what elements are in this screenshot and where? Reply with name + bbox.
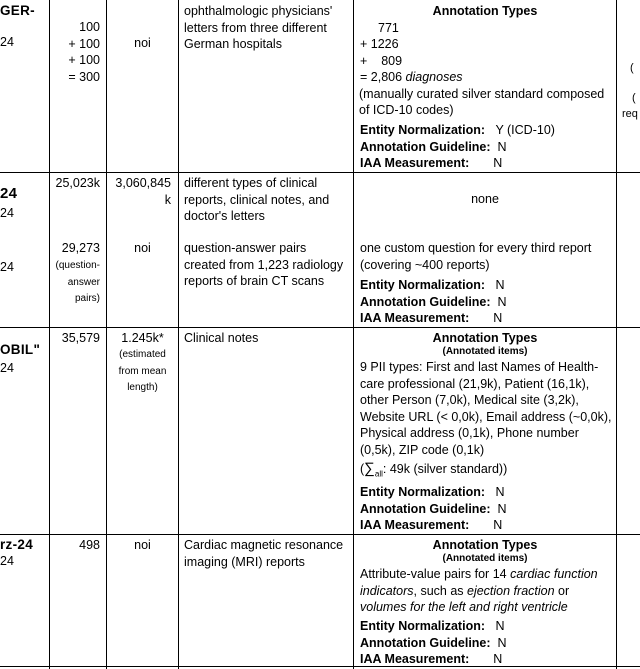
description-line: Cardiac magnetic resonance [184,538,344,552]
annotation-count: + 809 [360,53,403,68]
annotation-line: other Person (7,0k), Medical site (3,2k), [360,393,579,407]
dataset-name: rz-24 [0,537,34,552]
tokens-unit: k [164,192,171,207]
description-line: letters from three different [184,20,327,35]
size-line: + 100 [68,36,100,51]
entity-normalization-label: Entity Normalization: [360,485,486,499]
size-cell [50,19,100,85]
description-line: question-answer pairs [184,241,307,255]
annotation-count: + 1226 [360,37,399,51]
description-line: different types of clinical [184,176,318,190]
annotation-text: Attribute-value pairs for 14 [360,567,511,581]
annotation-text-italic: cardiac function [510,567,598,581]
dataset-year: 24 [0,35,14,49]
sum-symbol: ∑ [364,460,375,477]
row-divider [0,534,640,535]
dataset-year: 24 [0,260,14,274]
iaa-measurement [360,517,502,534]
annotation-line: (0,5k), ZIP code (0,1k) [360,442,485,457]
size-line: + 100 [68,53,100,67]
size-cell: 25,023k [55,176,100,190]
entity-normalization [360,618,504,635]
entity-normalization-label: Entity Normalization: [360,619,486,633]
annotation-guideline-value: N [497,139,507,154]
annotation-guideline-label: Annotation Guideline: [360,294,491,309]
tokens-cell: noi [134,241,151,255]
annotation-text: , such as [413,583,467,598]
annotation-total-unit: diagnoses [405,70,463,84]
size-line: 100 [79,20,100,34]
description-line: German hospitals [184,37,282,51]
cut-off-text: ( [630,62,634,74]
sum-subscript: all [374,469,383,479]
tokens-note [107,347,178,397]
iaa-measurement [360,651,502,668]
entity-normalization-value: N [495,619,505,633]
annotation-none: none [471,192,499,206]
entity-normalization-value: N [495,485,505,499]
annotation-line [360,583,569,600]
dataset-year: 24 [0,554,14,568]
tokens-cell: noi [134,36,151,50]
annotation-text-italic: indicators [360,583,414,598]
entity-normalization-value: N [495,278,505,292]
annotation-guideline [360,501,507,518]
annotation-line: care professional (21,9k), Patient (16,1k), [360,376,590,391]
row-divider [0,327,640,328]
tokens-note-line: length) [127,382,158,393]
dataset-name: GER- [0,3,35,18]
entity-normalization-value: Y (ICD-10) [495,123,555,137]
annotation-guideline-value: N [497,635,507,650]
annotation-subtitle: (Annotated items) [442,346,528,357]
annotation-guideline-label: Annotation Guideline: [360,501,491,516]
annotation-sum-open: ( [360,462,365,476]
size-note-line: pairs) [74,293,100,304]
iaa-measurement-label: IAA Measurement: [360,311,470,325]
annotation-line: one custom question for every third report [360,241,592,255]
iaa-measurement-label: IAA Measurement: [360,518,470,532]
annotation-text: or [554,583,570,598]
annotation-line [360,566,598,583]
entity-normalization-label: Entity Normalization: [360,278,486,292]
annotation-guideline-value: N [497,501,507,516]
tokens-cell: 3,060,845 [115,176,171,190]
column-divider [616,0,617,669]
description-line: doctor's letters [184,209,265,223]
size-note-line: (question- [55,260,100,271]
size-cell: 498 [79,538,100,552]
annotation-line: 9 PII types: First and last Names of Health- [360,360,599,374]
iaa-measurement-label: IAA Measurement: [360,156,470,170]
entity-normalization [360,122,555,139]
annotation-guideline [360,294,507,311]
iaa-measurement-value: N [493,311,503,325]
annotation-guideline-value: N [497,294,507,309]
annotation-total [360,69,463,86]
tokens-cell: noi [134,538,151,552]
column-divider [178,0,179,669]
row-divider [0,172,640,173]
iaa-measurement-label: IAA Measurement: [360,652,470,666]
annotation-note: (manually curated silver standard composed of ICD-10 codes) [359,86,605,117]
description-line: reports, clinical notes, and [184,192,330,207]
cut-off-text: req [622,108,638,120]
annotation-text-italic: ejection fraction [467,583,555,598]
description-line: reports of brain CT scans [184,274,325,288]
description-line: created from 1,223 radiology [184,257,344,272]
tokens-note-line: (estimated [119,349,166,360]
annotation-line: (covering ~400 reports) [360,257,490,272]
dataset-name: 24 [0,185,18,202]
annotation-title: Annotation Types [432,538,538,552]
size-line: = 300 [68,69,100,84]
annotation-guideline-label: Annotation Guideline: [360,139,491,154]
annotation-total-value: = 2,806 [360,70,403,84]
annotation-subtitle: (Annotated items) [442,553,528,564]
description-line: Clinical notes [184,331,259,345]
annotation-line: Website URL (< 0,0k), Email address (~0,0k), [360,409,612,424]
tokens-cell: 1.245k* [121,331,164,345]
annotation-title: Annotation Types [432,331,538,345]
row-divider [0,666,640,667]
annotation-line: volumes for the left and right ventricle [360,600,568,614]
entity-normalization [360,277,504,294]
iaa-measurement [360,155,502,172]
annotation-guideline [360,139,507,156]
cut-off-text: ( [632,92,636,104]
description-line: imaging (MRI) reports [184,554,305,569]
dataset-year: 24 [0,361,14,375]
annotation-sum-text: : 49k (silver standard)) [382,462,508,476]
size-note [50,258,100,308]
iaa-measurement-value: N [493,652,503,666]
size-note-line: answer [67,276,100,288]
entity-normalization-label: Entity Normalization: [360,123,486,137]
annotation-sum [360,461,507,483]
size-cell: 29,273 [61,241,100,255]
iaa-measurement-value: N [493,518,503,532]
size-cell: 35,579 [61,331,100,345]
annotation-guideline-label: Annotation Guideline: [360,635,491,650]
annotation-count: 771 [378,20,399,35]
dataset-name: OBIL" [0,342,41,357]
tokens-note-line: from mean [118,365,167,377]
annotation-title: Annotation Types [432,4,538,18]
iaa-measurement-value: N [493,156,503,170]
dataset-year: 24 [0,206,14,220]
iaa-measurement [360,310,502,327]
annotation-guideline [360,635,507,652]
description-line: ophthalmologic physicians' [184,4,333,18]
entity-normalization [360,484,504,501]
annotation-line: Physical address (0,1k), Phone number [360,426,579,440]
